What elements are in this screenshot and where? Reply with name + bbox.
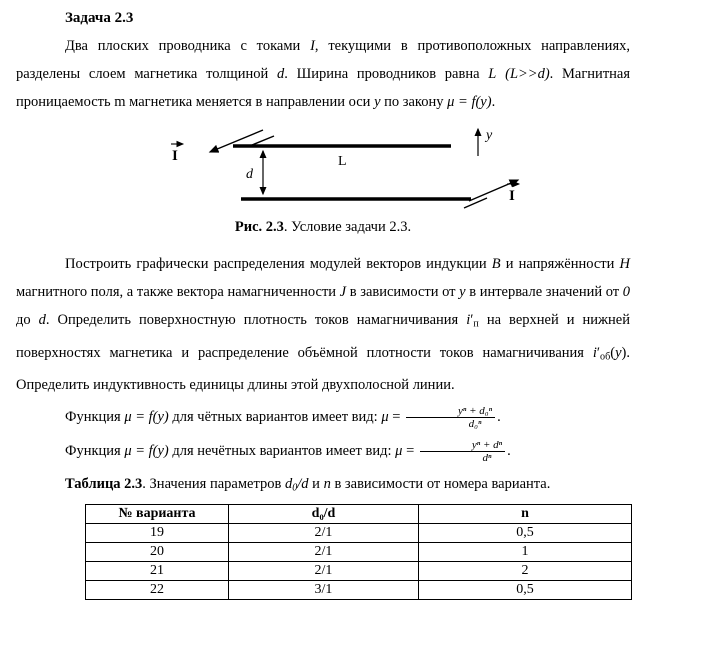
table-cell: 2/1 xyxy=(229,523,419,542)
formula-even-text: Функция μ = f(y) для чётных вариантов имеет вид: μ = xyxy=(65,409,405,426)
table-header-d0d: d₀/d xyxy=(229,504,419,523)
fraction-even-numerator: yⁿ + d₀ⁿ xyxy=(458,404,493,417)
problem-statement-paragraph: Два плоских проводника с токами I, текущими в противоположных направлениях, разделены слоем магнетика толщиной d. Ширина проводников равна L (L>>d). Магнитная проницаемость m магнетика меняется в направлении оси y по закону μ = f(y). xyxy=(16,38,631,110)
formula-odd-text: Функция μ = f(y) для нечётных вариантов имеет вид: μ = xyxy=(65,443,418,460)
variants-table xyxy=(85,504,632,600)
table-caption: Таблица 2.3. Значения параметров d0/d и n в зависимости от номера варианта. xyxy=(65,476,551,494)
table-header-variant: № варианта xyxy=(86,504,229,523)
current-arrow-left-icon xyxy=(210,130,263,152)
table-cell: 3/1 xyxy=(229,580,419,599)
fraction-odd-denominator: dⁿ xyxy=(420,451,505,465)
d-label: d xyxy=(246,167,253,182)
table-cell: 21 xyxy=(86,561,229,580)
table-cell: 20 xyxy=(86,542,229,561)
table-cell: 2/1 xyxy=(229,542,419,561)
table-row xyxy=(86,580,632,599)
table-cell: 0,5 xyxy=(419,523,632,542)
formula-even-variants xyxy=(16,402,630,433)
table-header-n: n xyxy=(419,504,632,523)
fraction-even-denominator: d₀ⁿ xyxy=(406,417,495,431)
table-row xyxy=(86,523,632,542)
task-paragraph: Построить графически распределения модулей векторов индукции B и напряжённости H магнитного поля, а также вектора намагниченности J в зависимости от y в интервале значений от 0 до d. Определить поверхностную плотность токов намагничивания i′п на верхней и нижней поверхностях магнетика и распределение объёмной плотности токов намагничивания i′об(y). Определить индуктивность единицы длины этой двухполосной линии. xyxy=(16,256,631,394)
table-header-row xyxy=(86,504,632,523)
figure xyxy=(166,120,630,216)
figure-caption: Рис. 2.3. Условие задачи 2.3. xyxy=(234,219,412,235)
formula-odd-period: . xyxy=(507,443,511,460)
fraction-odd-numerator: yⁿ + dⁿ xyxy=(471,438,503,451)
current-lead-left-icon xyxy=(252,136,274,145)
table-row xyxy=(86,542,632,561)
figure-diagram xyxy=(166,120,556,216)
y-axis-label: y xyxy=(486,128,493,143)
table-cell: 1 xyxy=(419,542,632,561)
table-cell: 2/1 xyxy=(229,561,419,580)
table-row xyxy=(86,561,632,580)
table-cell: 2 xyxy=(419,561,632,580)
formula-even-period: . xyxy=(497,409,501,426)
current-label-left: I xyxy=(172,148,178,164)
table-cell: 0,5 xyxy=(419,580,632,599)
L-label: L xyxy=(338,154,347,169)
problem-title: Задача 2.3 xyxy=(65,10,134,26)
table-cell: 19 xyxy=(86,523,229,542)
formula-odd-variants xyxy=(16,436,630,467)
fraction-even xyxy=(406,405,495,431)
current-label-right: I xyxy=(509,188,515,204)
fraction-odd xyxy=(420,439,505,465)
table-cell: 22 xyxy=(86,580,229,599)
